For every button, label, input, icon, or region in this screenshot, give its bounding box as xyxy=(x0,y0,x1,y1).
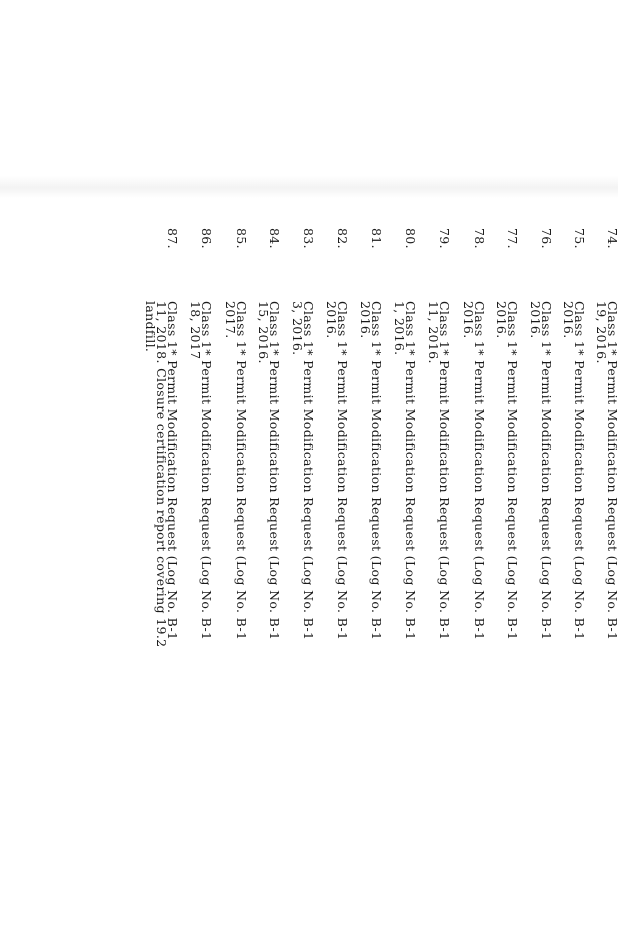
item-text-line: Class 1* Permit Modification Request (Log No. B-1 xyxy=(472,301,487,641)
item-text xyxy=(463,301,485,640)
item-text xyxy=(292,301,314,640)
item-text-line: 2016. xyxy=(494,301,509,339)
item-text xyxy=(530,301,552,640)
item-text-line: Class 1* Permit Modification Request (Log No. B-1 xyxy=(369,301,384,641)
item-text-line: Class 1* Permit Modification Request (Log No. B-1 xyxy=(301,301,316,641)
item-number: 80. xyxy=(403,228,418,249)
item-text-line: 2016. xyxy=(358,301,373,339)
item-number: 86. xyxy=(199,228,214,249)
item-text-line: 2016. xyxy=(324,301,339,339)
item-text-line: Class 1* Permit Modification Request (Log No. B-1 xyxy=(267,301,282,641)
item-text-line: Class 1* Permit Modification Request (Log No. B-1 xyxy=(572,301,587,641)
item-text xyxy=(496,301,518,640)
item-text xyxy=(360,301,382,640)
item-text-line: 11, 2016. xyxy=(426,301,441,364)
item-text-line: Class 1* Permit Modification Request (Log No. B-1 xyxy=(605,301,620,641)
item-text xyxy=(596,301,618,640)
item-text-line: 3, 2016. xyxy=(290,301,305,356)
item-number: 87. xyxy=(165,228,180,249)
item-number: 84. xyxy=(267,228,282,249)
item-number: 82. xyxy=(335,228,350,249)
item-text-line: Class 1* Permit Modification Request (Log No. B-1 xyxy=(165,301,180,641)
item-text xyxy=(145,301,178,647)
item-text-line: 18, 2017 xyxy=(188,301,203,360)
item-text-line: Class 1* Permit Modification Request (Log No. B-1 xyxy=(403,301,418,641)
item-number: 75. xyxy=(572,228,587,249)
item-number: 81. xyxy=(369,228,384,249)
item-text-line: 15, 2016. xyxy=(256,301,271,364)
item-text-line: Class 1* Permit Modification Request (Log No. B-1 xyxy=(539,301,554,641)
item-text-line: Class 1* Permit Modification Request (Log No. B-1 xyxy=(505,301,520,641)
item-text xyxy=(190,301,212,640)
item-text xyxy=(326,301,348,640)
item-text-line: landfill. xyxy=(143,301,158,353)
item-text-line: Class 1* Permit Modification Request (Log No. B-1 xyxy=(335,301,350,641)
item-text-line: 2017. xyxy=(223,301,238,339)
item-number: 76. xyxy=(539,228,554,249)
item-text-line: 2016. xyxy=(561,301,576,339)
scan-shadow-band xyxy=(0,176,618,198)
item-text-line: 19, 2016. xyxy=(594,301,609,364)
item-text-line: 2016. xyxy=(461,301,476,339)
item-number: 78. xyxy=(472,228,487,249)
item-text-line: Class 1* Permit Modification Request (Log No. B-1 xyxy=(234,301,249,641)
item-number: 85. xyxy=(234,228,249,249)
item-text-line: 1, 2016. xyxy=(392,301,407,356)
item-text xyxy=(428,301,450,640)
item-text xyxy=(258,301,280,640)
item-number: 83. xyxy=(301,228,316,249)
item-text-line: 11, 2018. Closure certification report covering 19.2 xyxy=(154,301,169,648)
item-text xyxy=(394,301,416,640)
item-text xyxy=(563,301,585,640)
item-text-line: Class 1* Permit Modification Request (Log No. B-1 xyxy=(199,301,214,641)
item-text-line: 2016. xyxy=(528,301,543,339)
item-number: 79. xyxy=(437,228,452,249)
item-text-line: Class 1* Permit Modification Request (Log No. B-1 xyxy=(437,301,452,641)
item-number: 74. xyxy=(605,228,620,249)
item-number: 77. xyxy=(505,228,520,249)
item-text xyxy=(225,301,247,640)
